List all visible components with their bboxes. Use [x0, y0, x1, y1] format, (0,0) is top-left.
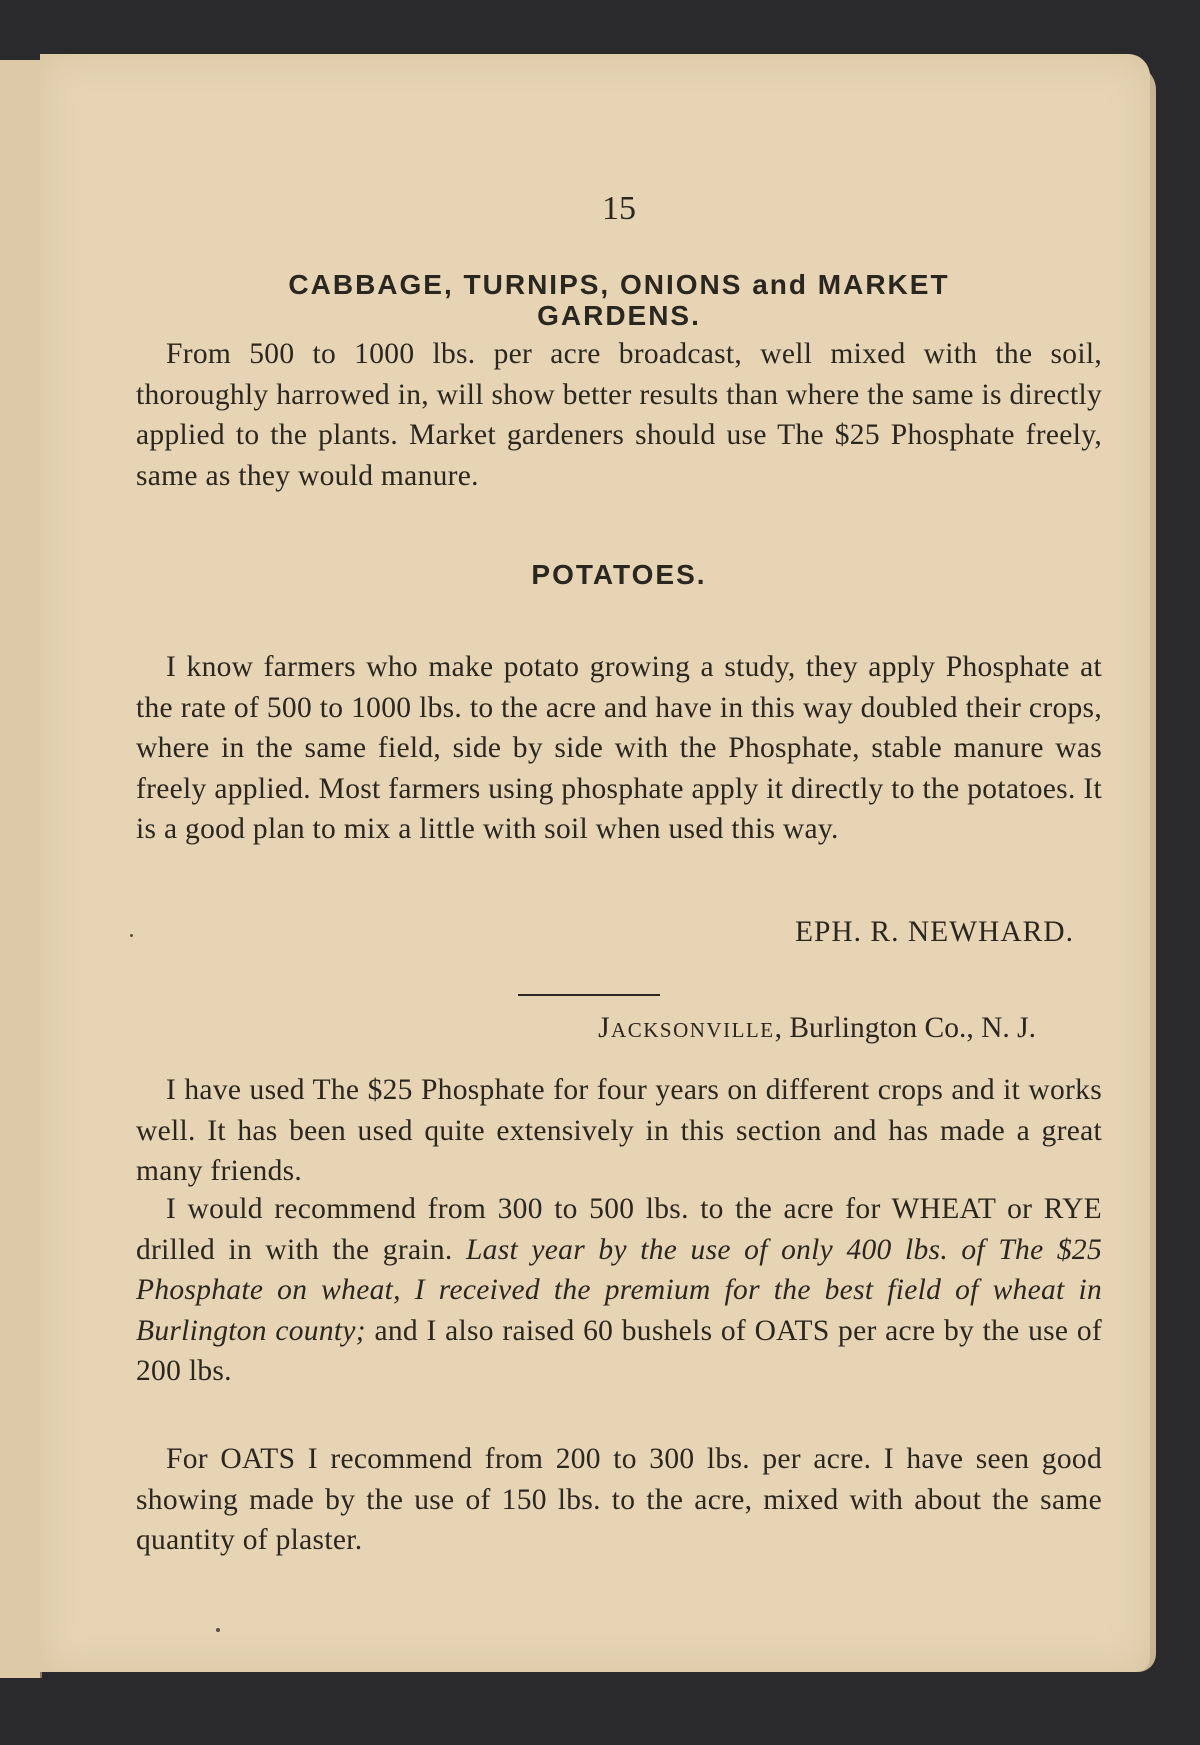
heading-line: GARDENS.	[537, 300, 701, 331]
signature: EPH. R. NEWHARD.	[794, 916, 1074, 948]
paragraph-text: From 500 to 1000 lbs. per acre broadcast, well mixed with the soil, thoroughly harrowed in, will show better results than where the same is directly applied to the plants. Market gardeners should use The $25 Phosphate freely, same as they would manure.	[136, 338, 1102, 492]
paragraph-text: I would recommend from 300 to 500 lbs. to the acre for WHEAT or RYE drilled in with the grain.	[136, 1193, 1102, 1266]
paragraph-letter-2	[136, 1189, 1102, 1392]
italic-text: Last year by the use of only 400 lbs. of The $25 Phosphate on wheat, I received the premium for the best field of wheat in Burlington county;	[136, 1233, 1103, 1347]
paragraph-text: I have used The $25 Phosphate for four years on different crops and it works well. It has been used quite extensively in this section and has made a great many friends.	[136, 1074, 1102, 1188]
paper-speck	[130, 934, 133, 937]
facing-page-edge	[0, 60, 42, 1678]
paragraph-potatoes	[136, 647, 1102, 850]
letter-place	[136, 1012, 1036, 1045]
paragraph-text: For OATS I recommend from 200 to 300 lbs. per acre. I have seen good showing made by the use of 150 lbs. to the acre, mixed with about the same quantity of plaster.	[136, 1443, 1102, 1557]
paragraph-text: and I also raised 60 bushels of OATS per acre by the use of 200 lbs.	[136, 1314, 1102, 1388]
paper-speck	[216, 1628, 220, 1632]
heading-line: CABBAGE, TURNIPS, ONIONS and MARKET	[288, 269, 950, 300]
section-heading-potatoes: POTATOES.	[531, 559, 707, 590]
place-rest: , Burlington Co., N. J.	[774, 1012, 1036, 1044]
book-page	[40, 54, 1150, 1672]
place-town: Jacksonville	[598, 1012, 775, 1044]
book-spread	[0, 52, 1160, 1682]
paragraph-letter-3	[136, 1439, 1102, 1561]
paragraph-text: I know farmers who make potato growing a study, they apply Phosphate at the rate of 500 to 1000 lbs. to the acre and have in this way doubled their crops, where in the same field, side by side with the Phosphate, stable manure was freely applied. Most farmers using phosphate apply it directly to the potatoes. It is a good plan to mix a little with soil when used this way.	[136, 651, 1102, 846]
paragraph-cabbage	[136, 334, 1102, 496]
section-heading-cabbage	[136, 269, 1102, 331]
paragraph-letter-1	[136, 1070, 1102, 1192]
page-number: 15	[602, 190, 636, 227]
divider-rule	[518, 994, 660, 996]
